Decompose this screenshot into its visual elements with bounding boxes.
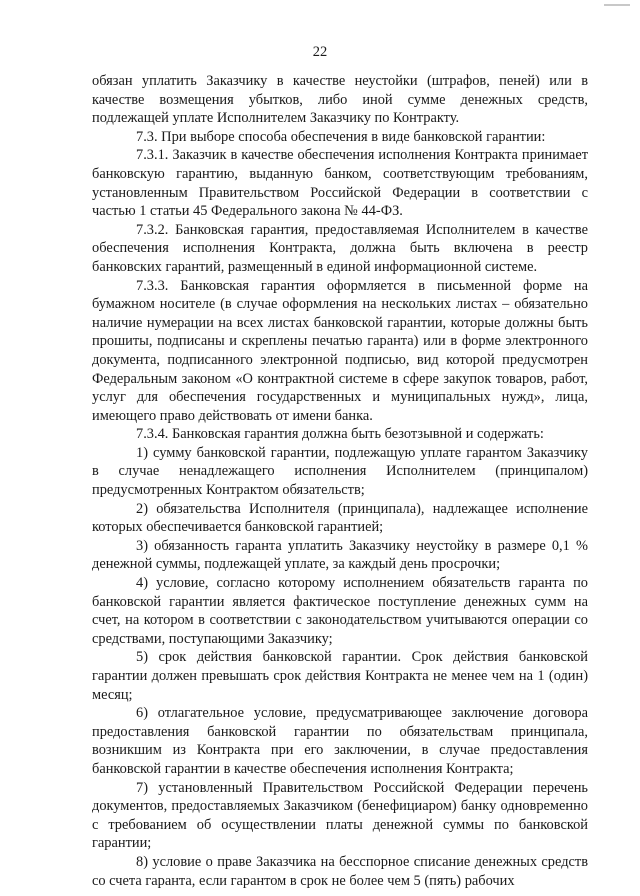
paragraph-7-3-1: 7.3.1. Заказчик в качестве обеспечения исполнения Контракта принимает банковскую гарантию, выданную банком, соответствующим требованиям, установленным Правительством Российской Федерации в соответствии с частью 1 статьи 45 Федерального закона № 44-ФЗ.	[92, 147, 588, 220]
paragraph-7-3: 7.3. При выборе способа обеспечения в виде банковской гарантии:	[136, 128, 546, 145]
paragraph-7-3-4: 7.3.4. Банковская гарантия должна быть безотзывной и содержать:	[136, 426, 544, 443]
scan-mark	[604, 4, 630, 6]
paragraph-7-3-3: 7.3.3. Банковская гарантия оформляется в письменной форме на бумажном носителе (в случае оформления на нескольких листах – обязательно наличие нумерации на всех листах банковской гарантии, которые должны быть прошиты, подписаны и скреплены печатью гаранта) или в форме электронного документа, подписанного электронной подписью, вид которой предусмотрен Федеральным законом «О контрактной системе в сфере закупок товаров, работ, услуг для обеспечения государственных и муниципальных нужд», лица, имеющего право действовать от имени банка.	[92, 277, 588, 424]
paragraph-7-3-2: 7.3.2. Банковская гарантия, предоставляемая Исполнителем в качестве обеспечения исполнения Контракта, должна быть включена в реестр банковских гарантий, размещенный в единой информационной системе.	[92, 221, 588, 275]
list-item-6: 6) отлагательное условие, предусматривающее заключение договора предоставления банковской гарантии по обязательствам принципала, возникшим из Контракта при его заключении, в случае предоставления банковской гарантии в качестве обеспечения исполнения Контракта;	[92, 705, 588, 777]
list-item-2: 2) обязательства Исполнителя (принципала), надлежащее исполнение которых обеспечивается банковской гарантией;	[92, 500, 588, 536]
list-item-4: 4) условие, согласно которому исполнением обязательств гаранта по банковской гарантии является фактическое поступление денежных сумм на счет, на котором в соответствии с законодательством учитываются операции со средствами, поступающими Заказчику;	[92, 575, 588, 647]
list-item-3: 3) обязанность гаранта уплатить Заказчику неустойку в размере 0,1 % денежной суммы, подлежащей уплате, за каждый день просрочки;	[92, 537, 588, 573]
page-number: 22	[312, 44, 328, 60]
document-body	[92, 72, 588, 890]
list-item-8: 8) условие о праве Заказчика на бесспорное списание денежных средств со счета гаранта, если гарантом в срок не более чем 5 (пять) рабочих	[92, 853, 588, 889]
list-item-7: 7) установленный Правительством Российской Федерации перечень документов, предоставляемых Заказчиком (бенефициаром) банку одновременно с требованием об осуществлении платы денежной суммы по банковской гарантии;	[92, 779, 588, 852]
list-item-5: 5) срок действия банковской гарантии. Срок действия банковской гарантии должен превышать срок действия Контракта не менее чем на 1 (один) месяц;	[92, 649, 588, 703]
paragraph-continuation: обязан уплатить Заказчику в качестве неустойки (штрафов, пеней) или в качестве возмещения убытков, либо иной сумме денежных средств, подлежащей уплате Исполнителем Заказчику по Контракту.	[92, 73, 588, 127]
list-item-1: 1) сумму банковской гарантии, подлежащую уплате гарантом Заказчику в случае ненадлежащего исполнения Исполнителем (принципалом) предусмотренных Контрактом обязательств;	[92, 444, 588, 499]
